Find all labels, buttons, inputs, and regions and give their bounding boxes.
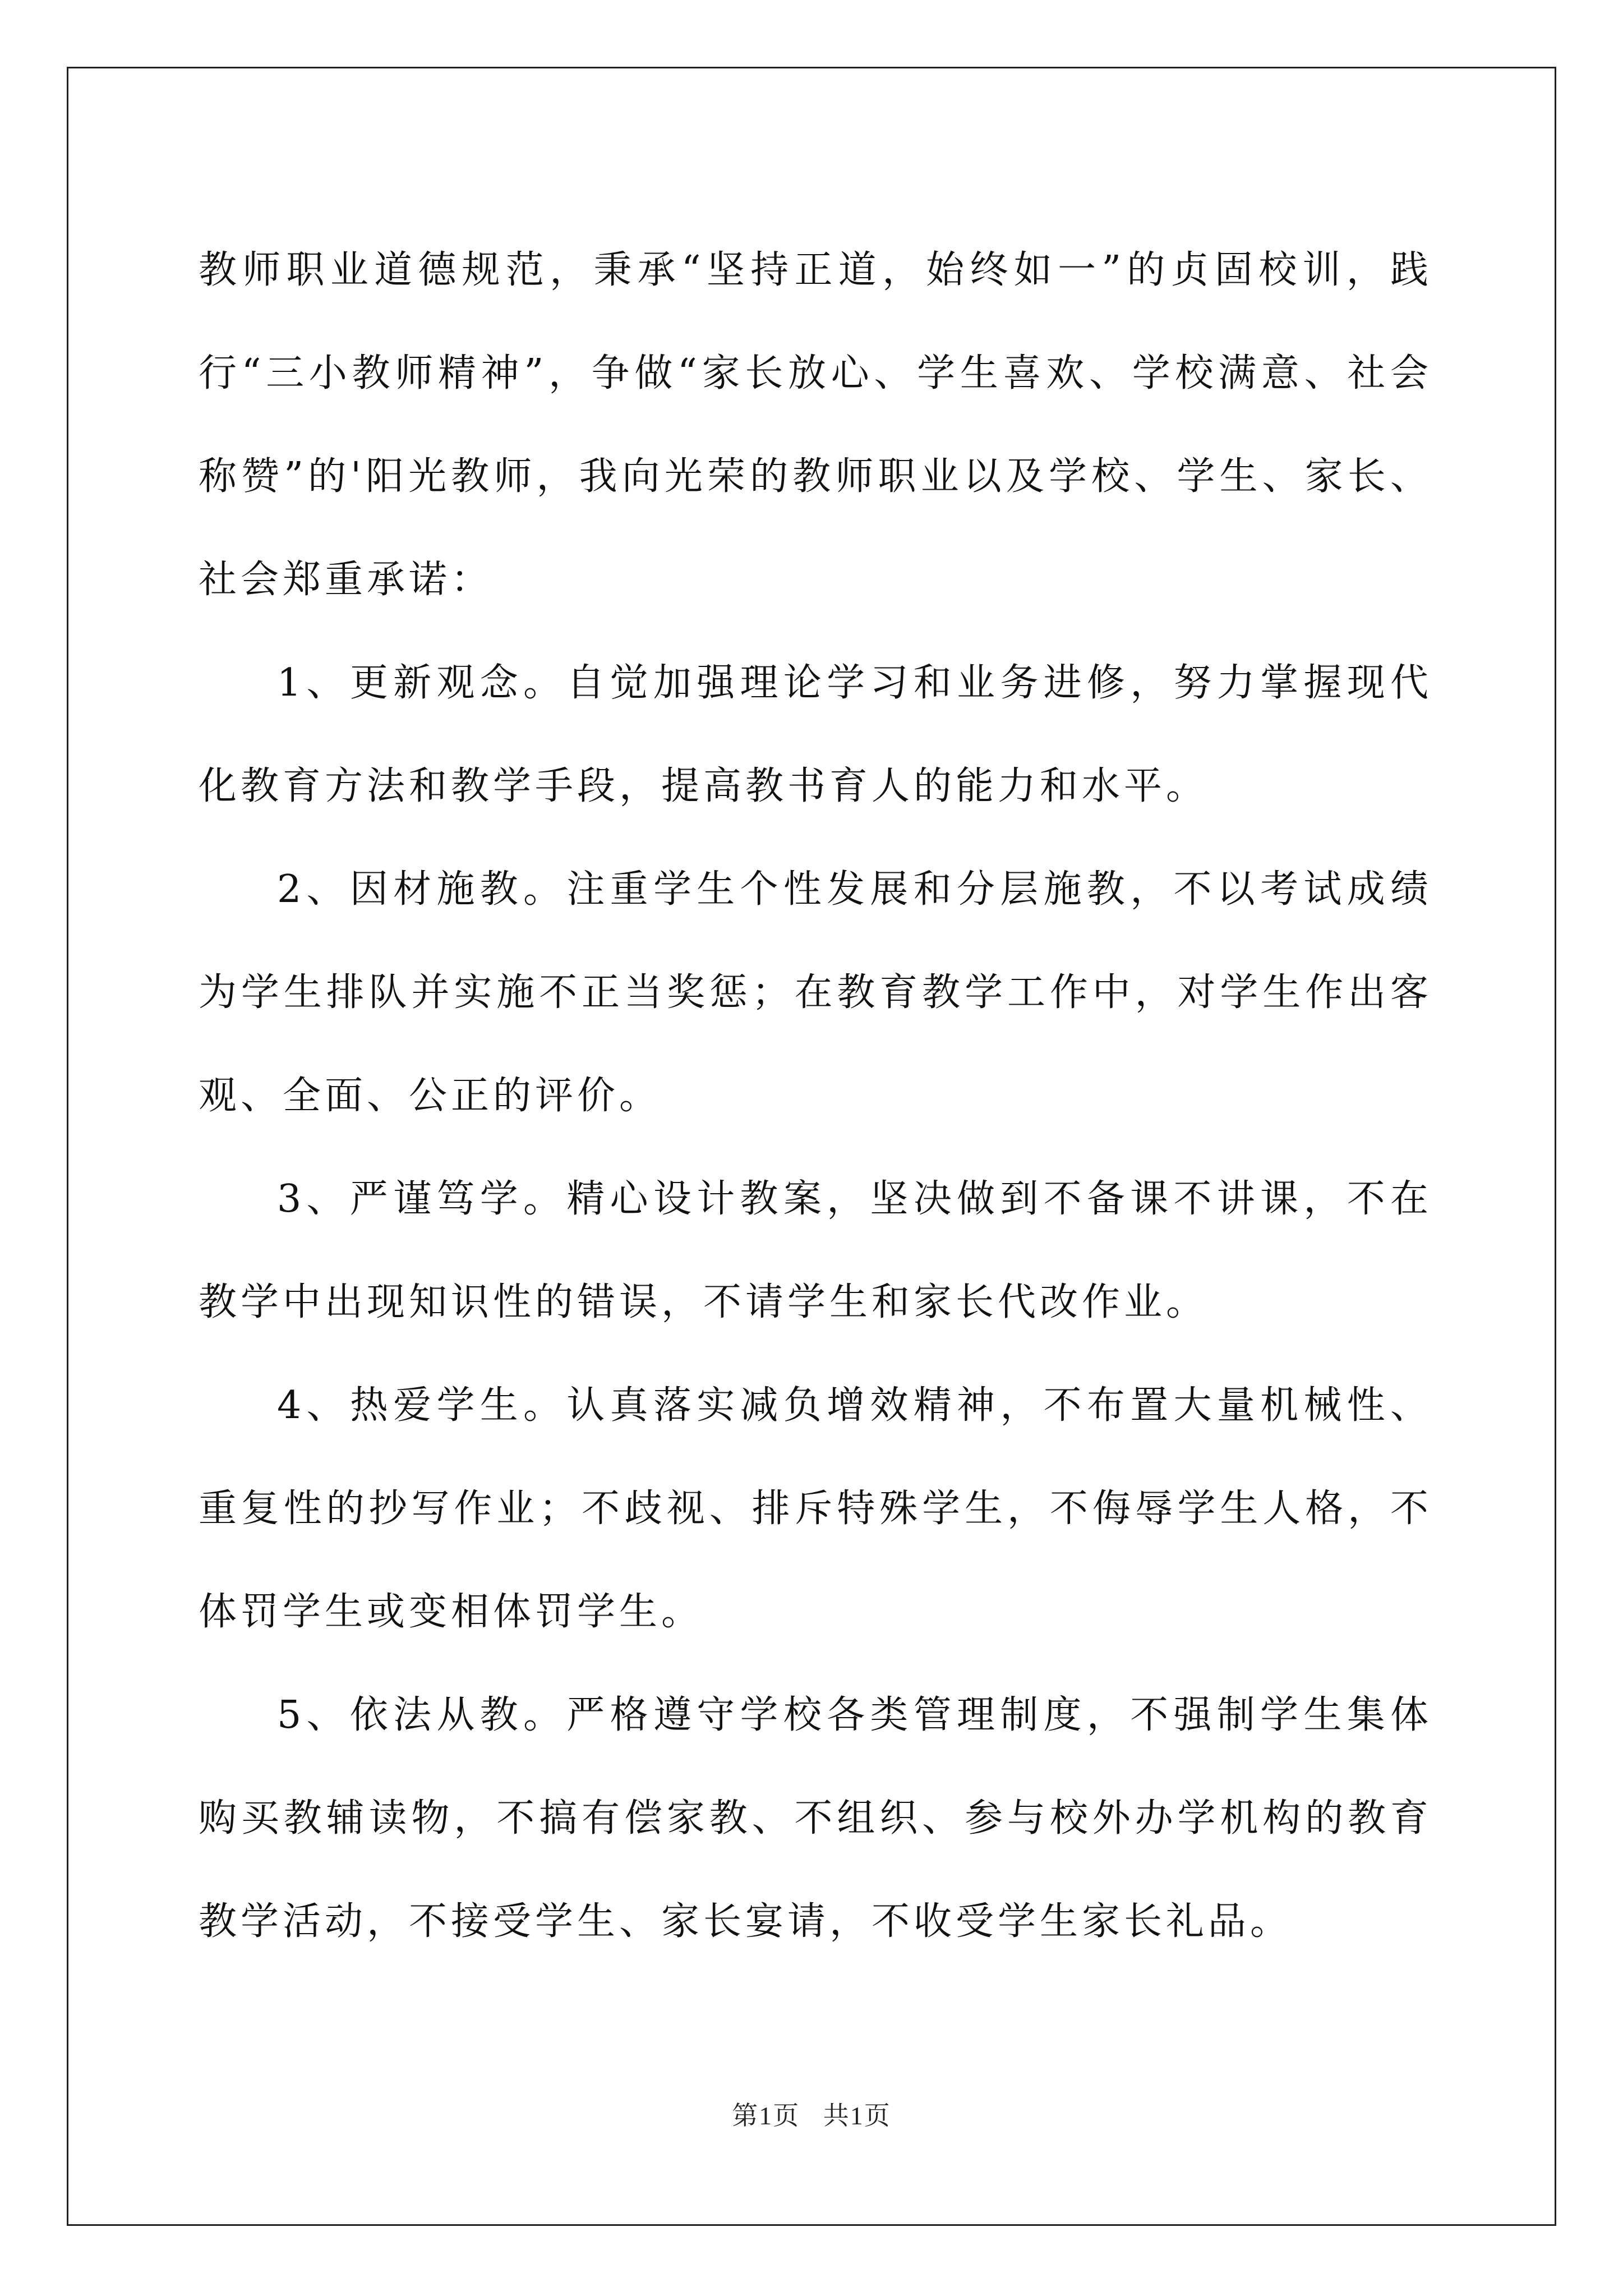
paragraph-item-4: 4、热爱学生。认真落实减负增效精神，不布置大量机械性、重复性的抄写作业；不歧视、排斥特殊学生，不侮辱学生人格，不体罚学生或变相体罚学生。	[199, 1383, 1432, 1634]
page-total: 共1页	[823, 2101, 891, 2130]
paragraph-intro: 教师职业道德规范，秉承“坚持正道，始终如一”的贞固校训，践行“三小教师精神”，争做“家长放心、学生喜欢、学校满意、社会称赞”的'阳光教师，我向光荣的教师职业以及学校、学生、家长、社会郑重承诺：	[199, 248, 1432, 602]
paragraph-item-2: 2、因材施教。注重学生个性发展和分层施教，不以考试成绩为学生排队并实施不正当奖惩；在教育教学工作中，对学生作出客观、全面、公正的评价。	[199, 867, 1432, 1118]
document-body	[199, 219, 1432, 1973]
page-number: 第1页	[732, 2101, 800, 2130]
page-footer	[0, 2095, 1623, 2132]
paragraph-item-3: 3、严谨笃学。精心设计教案，坚决做到不备课不讲课，不在教学中出现知识性的错误，不请学生和家长代改作业。	[199, 1177, 1432, 1324]
paragraph-item-5: 5、依法从教。严格遵守学校各类管理制度，不强制学生集体购买教辅读物，不搞有偿家教、不组织、参与校外办学机构的教育教学活动，不接受学生、家长宴请，不收受学生家长礼品。	[199, 1693, 1432, 1944]
paragraph-item-1: 1、更新观念。自觉加强理论学习和业务进修，努力掌握现代化教育方法和教学手段，提高教书育人的能力和水平。	[199, 661, 1432, 808]
